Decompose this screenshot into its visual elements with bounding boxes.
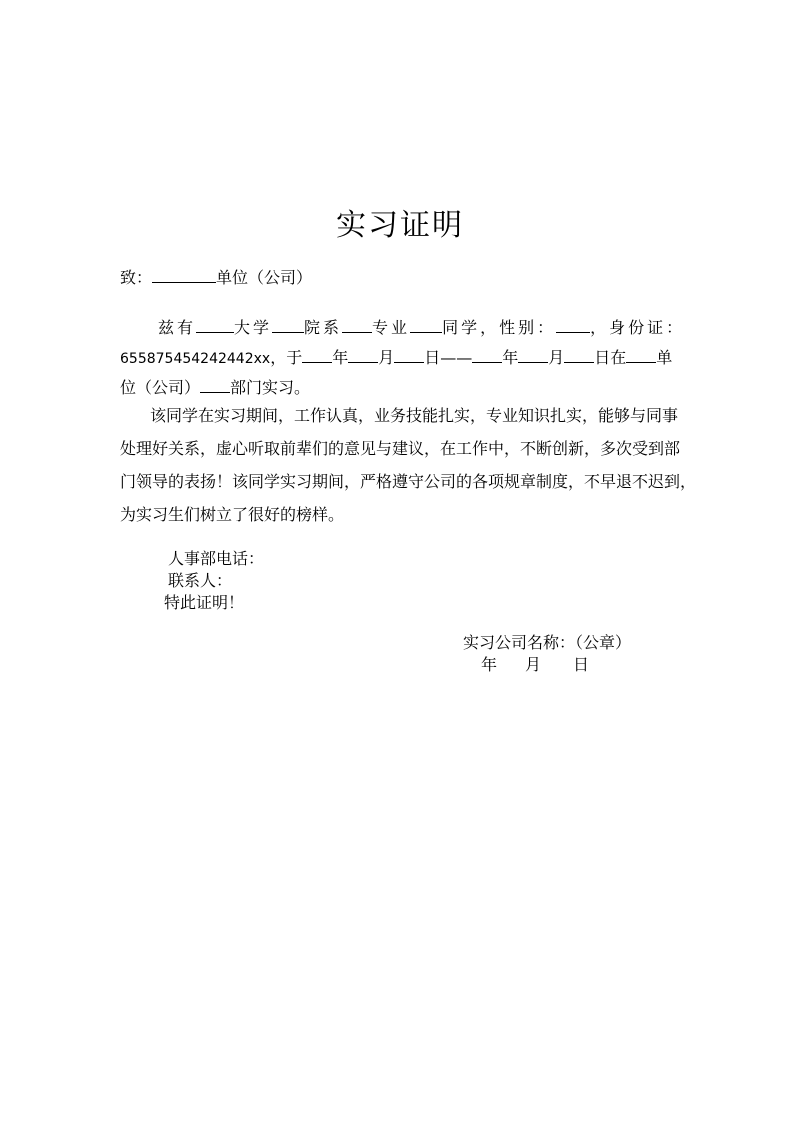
company-name-seal: 实习公司名称：（公章） <box>463 633 632 652</box>
paragraph-2-line-2: 处理好关系，虚心听取前辈们的意见与建议，在工作中，不断创新，多次受到部 <box>120 439 681 458</box>
blank-field <box>302 346 332 363</box>
text-segment: ，于 <box>270 348 303 367</box>
addressee-suffix: 单位（公司） <box>216 268 313 287</box>
text-segment: 年 <box>332 348 349 367</box>
date-month: 月 <box>525 655 542 674</box>
paragraph-2-line-3: 门领导的表扬！该同学实习期间，严格遵守公司的各项规章制度，不早退不迟到， <box>120 472 697 491</box>
text-segment: 年 <box>502 348 519 367</box>
blank-field <box>472 346 502 363</box>
blank-field <box>342 316 372 333</box>
blank-field <box>196 316 234 333</box>
text-segment: 月 <box>378 348 395 367</box>
page-title: 实习证明 <box>336 208 464 243</box>
blank-field <box>626 346 656 363</box>
id-number: 655875454242442xx <box>120 351 271 367</box>
paragraph-1-line-1 <box>158 316 685 338</box>
date-day: 日 <box>573 655 590 674</box>
addressee-prefix: 致： <box>120 268 153 287</box>
text-segment: 日在 <box>594 348 627 367</box>
text-segment: 同学，性别： <box>442 318 557 337</box>
paragraph-1-line-2 <box>120 346 672 369</box>
blank-field <box>348 346 378 363</box>
paragraph-1-line-3 <box>120 376 310 398</box>
text-segment: 部门实习。 <box>230 378 311 397</box>
hr-phone-label: 人事部电话： <box>168 549 265 568</box>
paragraph-2-line-1: 该同学在实习期间，工作认真，业务技能扎实，专业知识扎实，能够与同事 <box>150 406 679 425</box>
contact-label: 联系人： <box>168 571 233 590</box>
blank-field <box>200 376 230 393</box>
date-line <box>481 655 589 675</box>
blank-field <box>152 266 216 283</box>
addressee-line <box>120 266 312 288</box>
blank-field <box>556 316 590 333</box>
blank-field <box>394 346 424 363</box>
hereby-certify: 特此证明！ <box>164 593 245 612</box>
paragraph-2-line-4: 为实习生们树立了很好的榜样。 <box>120 505 345 524</box>
text-segment: ，身份证： <box>590 318 686 337</box>
date-year: 年 <box>481 655 498 674</box>
text-segment: 院系 <box>304 318 343 337</box>
blank-field <box>564 346 594 363</box>
text-segment: 单 <box>656 348 673 367</box>
text-segment: 专业 <box>372 318 411 337</box>
blank-field <box>518 346 548 363</box>
text-segment: 大学 <box>234 318 273 337</box>
text-segment: 位（公司） <box>120 378 201 397</box>
text-segment: 日—— <box>424 348 473 367</box>
text-segment: 兹有 <box>158 318 197 337</box>
blank-field <box>410 316 442 333</box>
blank-field <box>272 316 304 333</box>
text-segment: 月 <box>548 348 565 367</box>
